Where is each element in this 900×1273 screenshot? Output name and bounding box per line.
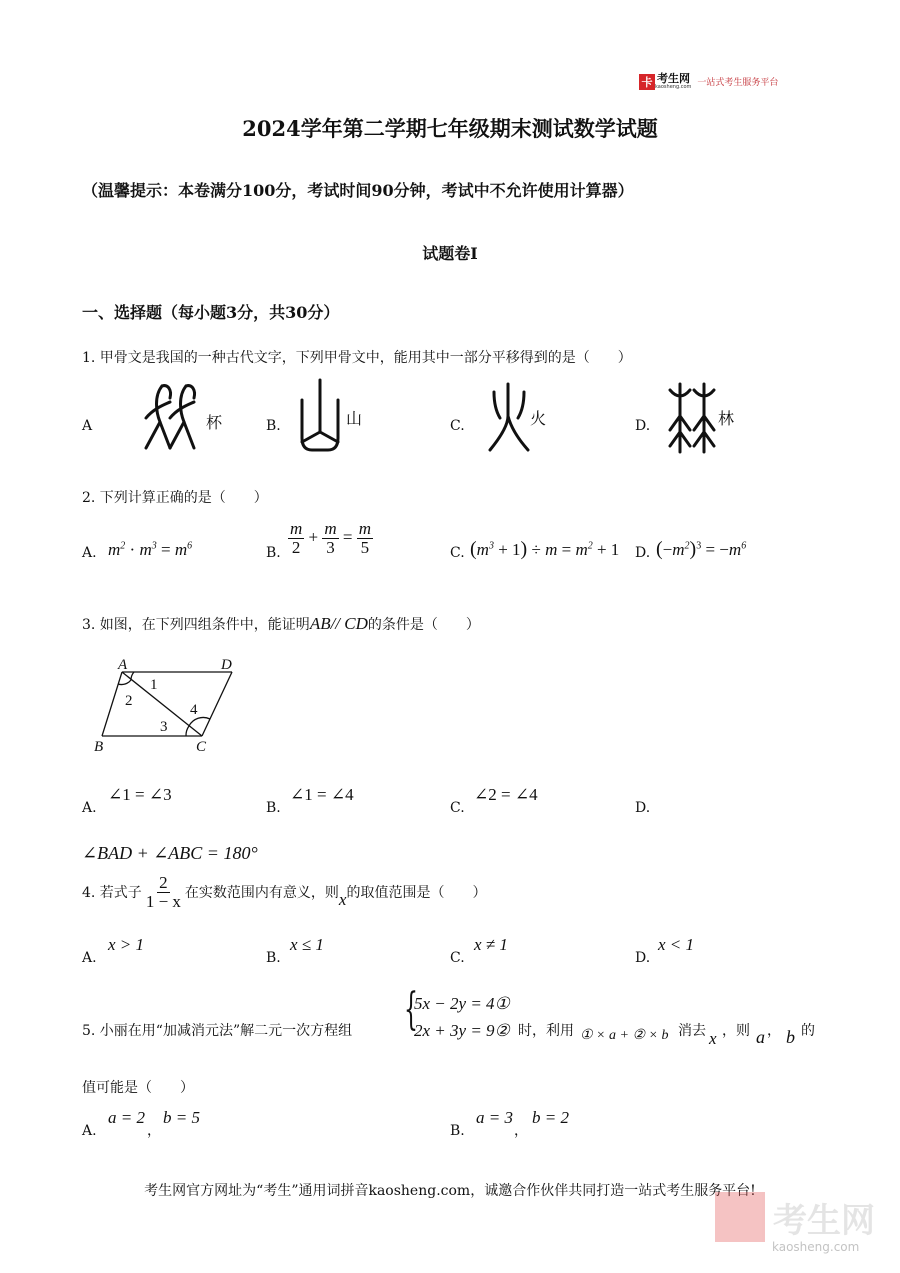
q5-comma: ， xyxy=(767,1023,781,1039)
q3-option-c-label: C. xyxy=(450,800,465,816)
question-1-stem: 1. 甲骨文是我国的一种古代文字，下列甲骨文中，能用其中一部分平移得到的是（ ） xyxy=(82,350,632,366)
q4-option-b-expr: x ≤ 1 xyxy=(290,935,324,954)
q5-stem-line2: 值可能是（ ） xyxy=(82,1080,194,1096)
q5-option-a-val-a: a = 2 xyxy=(108,1108,145,1127)
site-logo xyxy=(639,73,778,90)
q1-option-b-char: 山 xyxy=(346,409,363,428)
q2-option-b-expr: $\frac{m}{2}$ + $\frac{m}{3}$ = $\frac{m}{5}$ xyxy=(290,519,372,557)
q5-option-b-val-b: b = 2 xyxy=(532,1108,569,1127)
angle-1-label: 1 xyxy=(150,677,158,693)
question-2-stem: 2. 下列计算正确的是（ ） xyxy=(82,490,268,506)
q2-option-d-expr: $(-m^2)^3 = -m^6$ xyxy=(656,538,747,560)
q5-option-b-label: B. xyxy=(450,1123,465,1139)
question-4-stem xyxy=(82,874,486,911)
q3-stem-prefix: 3. 如图，在下列四组条件中，能证明 xyxy=(82,617,310,633)
segment-dc xyxy=(202,672,232,736)
q5-option-b-val-a: a = 3 xyxy=(476,1108,513,1127)
q4-option-a-expr: x > 1 xyxy=(108,935,145,954)
q3-geometry-figure xyxy=(88,652,248,756)
q5-stem-prefix: 5. 小丽在用“加减消元法”解二元一次方程组 xyxy=(82,1023,353,1039)
question-3-stem xyxy=(82,614,480,634)
q4-option-a-label: A. xyxy=(82,950,97,966)
q5-option-a-comma: ， xyxy=(147,1123,161,1139)
q5-option-b-comma: ， xyxy=(514,1123,528,1139)
q5-operation: ① × a + ② × b xyxy=(580,1028,669,1043)
oracle-huo-glyph xyxy=(484,380,534,456)
q4-fraction xyxy=(144,874,183,911)
q1-option-d-char: 林 xyxy=(718,409,735,428)
angle-3-arc xyxy=(186,726,189,736)
q5-stem-mid3: ，则 xyxy=(722,1023,750,1039)
q4-option-b-label: B. xyxy=(266,950,281,966)
watermark-logo-icon xyxy=(715,1192,765,1242)
exam-notice: （温馨提示：本卷满分100分，考试时间90分钟，考试中不允许使用计算器） xyxy=(82,181,634,200)
q2-option-c-label: C. xyxy=(450,545,465,561)
q4-frac-denominator: 1 − x xyxy=(145,891,181,911)
logo-url: kaosheng.com xyxy=(655,84,692,90)
oracle-lin-glyph xyxy=(666,380,718,456)
q4-stem-prefix: 4. 若式子 xyxy=(82,885,142,902)
q2-option-b-label: B. xyxy=(266,545,281,561)
q5-stem-tail: 的 xyxy=(801,1023,815,1039)
q3-option-d-expr: ∠BAD + ∠ABC = 180° xyxy=(82,843,258,863)
q2-option-d-label: D. xyxy=(635,545,651,561)
logo-icon: 卡 xyxy=(639,74,655,90)
q3-option-b-expr: ∠1 = ∠4 xyxy=(290,785,354,804)
q5-stem-mid2: 消去 xyxy=(678,1023,706,1039)
watermark-text: 考生网 xyxy=(773,1200,875,1241)
angle-1-arc xyxy=(131,672,134,680)
point-b-label: B xyxy=(94,739,104,755)
logo-text xyxy=(655,73,691,90)
q2-option-c-expr: $(m^3 + 1) \div m = m^2 + 1$ xyxy=(470,538,620,560)
q5-var-b: b xyxy=(786,1027,795,1047)
q4-option-d-label: D. xyxy=(635,950,651,966)
logo-name: 考生网 xyxy=(657,72,690,85)
q5-option-a-val-b: b = 5 xyxy=(163,1108,200,1127)
q3-option-a-label: A. xyxy=(82,800,97,816)
logo-slogan: 一站式考生服务平台 xyxy=(697,78,779,88)
point-a-label: A xyxy=(118,657,128,673)
q4-stem-suffix: 的取值范围是（ ） xyxy=(346,885,487,902)
q4-frac-numerator: 2 xyxy=(159,873,168,892)
point-c-label: C xyxy=(196,739,207,755)
q1-option-c-char: 火 xyxy=(530,409,547,428)
q1-option-d-label: D. xyxy=(635,418,651,434)
watermark-url: kaosheng.com xyxy=(772,1240,860,1254)
q5-stem-mid1: 时，利用 xyxy=(518,1023,574,1039)
q1-option-a-char: 杯 xyxy=(206,413,223,432)
q5-option-a-label: A. xyxy=(82,1123,97,1139)
angle-2-label: 2 xyxy=(125,693,133,709)
q1-option-b-label: B. xyxy=(266,418,281,434)
angle-4-label: 4 xyxy=(190,702,198,718)
q4-var: x xyxy=(338,890,347,910)
q5-system-brace: { xyxy=(404,984,418,1035)
q3-option-d-label: D. xyxy=(635,800,651,816)
q2-option-a-expr: $m^2 \cdot m^3 = m^6$ xyxy=(108,540,193,559)
oracle-shan-glyph xyxy=(296,376,344,456)
q5-equation-2: 2x + 3y = 9② xyxy=(414,1021,510,1040)
q5-var-x: x xyxy=(709,1029,717,1048)
page-title: 2024学年第二学期七年级期末测试数学试题 xyxy=(242,116,658,141)
q3-option-c-expr: ∠2 = ∠4 xyxy=(474,785,538,804)
section-heading: 一、选择题（每小题3分，共30分） xyxy=(82,303,340,322)
q1-option-c-label: C. xyxy=(450,418,465,434)
q4-option-c-label: C. xyxy=(450,950,465,966)
q4-option-c-expr: x ≠ 1 xyxy=(474,935,508,954)
segment-ab xyxy=(102,672,122,736)
q3-option-b-label: B. xyxy=(266,800,281,816)
q1-option-a-label: A xyxy=(82,418,93,434)
q5-var-a: a xyxy=(756,1027,765,1047)
q3-stem-suffix: 的条件是（ ） xyxy=(367,617,480,633)
point-d-label: D xyxy=(221,657,232,673)
page-footer: 考生网官方网址为“考生”通用词拼音kaosheng.com，诚邀合作伙伴共同打造一站式考生服务平台! xyxy=(144,1183,756,1199)
q3-option-a-expr: ∠1 = ∠3 xyxy=(108,785,172,804)
q3-stem-math: AB// CD xyxy=(309,614,368,633)
q4-stem-mid: 在实数范围内有意义，则 xyxy=(184,885,339,902)
q2-option-a-label: A. xyxy=(82,545,97,561)
q4-option-d-expr: x < 1 xyxy=(658,935,695,954)
watermark xyxy=(715,1192,875,1242)
angle-3-label: 3 xyxy=(160,719,168,735)
oracle-bei-glyph xyxy=(140,382,210,454)
paper-label: 试题卷Ⅰ xyxy=(422,244,478,263)
q5-equation-1: 5x − 2y = 4① xyxy=(414,994,510,1013)
